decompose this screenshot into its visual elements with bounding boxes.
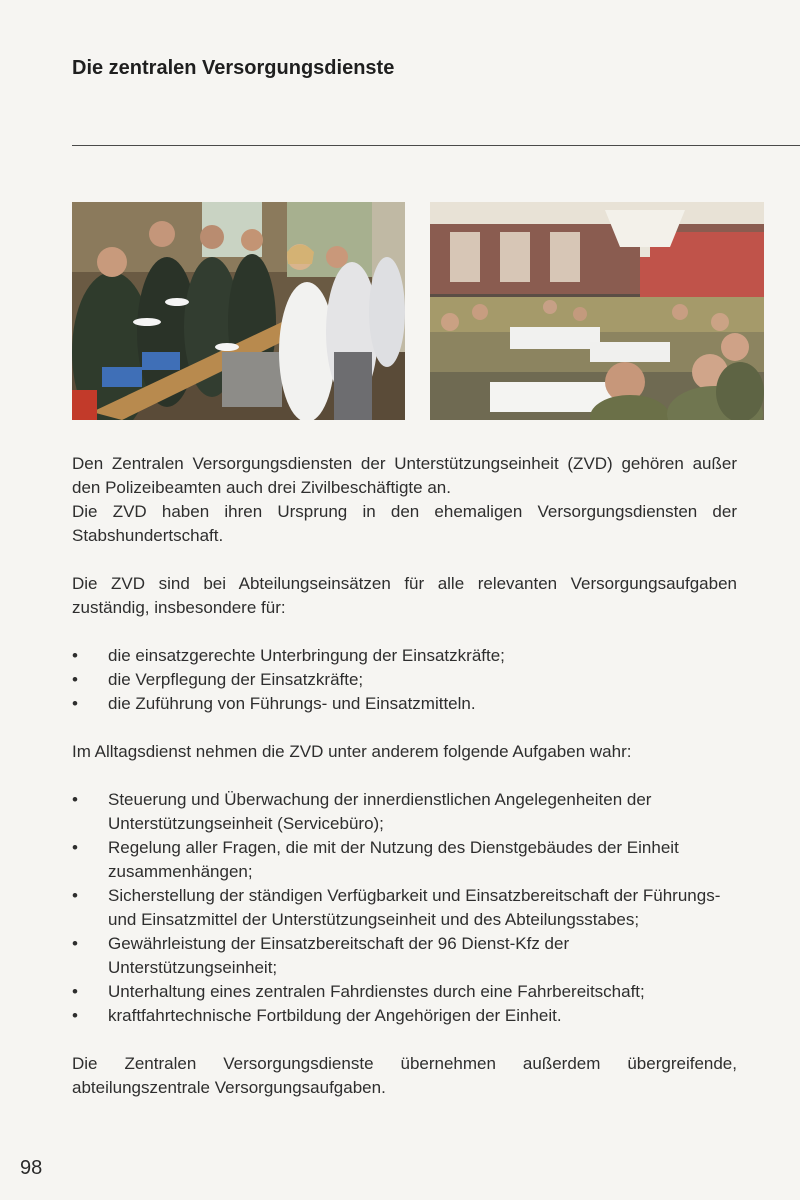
photo-dining-hall — [430, 202, 764, 420]
closing-paragraph: Die Zentralen Versorgungsdienste übernehmen außerdem übergreifende, abteilungszentrale Versorgungsaufgaben. — [72, 1054, 737, 1097]
bullet-icon: • — [72, 646, 78, 665]
page-title: Die zentralen Versorgungsdienste — [72, 57, 395, 79]
list-item: • Regelung aller Fragen, die mit der Nutzung des Dienstgebäudes der Einheit zusammenhängen; — [72, 838, 679, 881]
list-item: • Unterhaltung eines zentralen Fahrdienstes durch eine Fahrbereitschaft; — [72, 980, 737, 1004]
intro-paragraph-2: Die ZVD haben ihren Ursprung in den ehemaligen Versorgungsdiensten der Stabshundertschaft. — [72, 502, 737, 545]
bullet-icon: • — [72, 838, 78, 857]
list-item: • Steuerung und Überwachung der innerdienstlichen Angelegenheiten der Unterstützungseinheit (Servicebüro); — [72, 790, 652, 833]
photo-food-serving-line — [72, 202, 405, 420]
daily-task-list — [72, 788, 737, 1028]
bullet-icon: • — [72, 1006, 78, 1025]
title-divider — [72, 145, 800, 146]
list-item: • kraftfahrtechnische Fortbildung der Angehörigen der Einheit. — [72, 1004, 737, 1028]
list-item: • die Zuführung von Führungs- und Einsatzmitteln. — [72, 692, 737, 716]
list-item: • die Verpflegung der Einsatzkräfte; — [72, 668, 737, 692]
deployment-intro: Die ZVD sind bei Abteilungseinsätzen für alle relevanten Versorgungsaufgaben zuständig, insbesondere für: — [72, 574, 737, 617]
body-text — [72, 452, 737, 1100]
intro-paragraph-1: Den Zentralen Versorgungsdiensten der Unterstützungseinheit (ZVD) gehören außer den Polizeibeamten auch drei Zivilbeschäftigte an. — [72, 454, 737, 497]
bullet-icon: • — [72, 982, 78, 1001]
bullet-icon: • — [72, 694, 78, 713]
daily-service-intro: Im Alltagsdienst nehmen die ZVD unter anderem folgende Aufgaben wahr: — [72, 742, 632, 761]
list-item: • Gewährleistung der Einsatzbereitschaft der 96 Dienst-Kfz der Unterstützungseinheit; — [72, 934, 570, 977]
bullet-icon: • — [72, 670, 78, 689]
page-number: 98 — [20, 1157, 43, 1179]
list-item: • Sicherstellung der ständigen Verfügbarkeit und Einsatzbereitschaft der Führungs- und Einsatzmittel der Unterstützungseinheit und des Abteilungsstabes; — [72, 886, 721, 929]
bullet-icon: • — [72, 886, 78, 905]
bullet-icon: • — [72, 790, 78, 809]
list-item: • die einsatzgerechte Unterbringung der Einsatzkräfte; — [72, 644, 737, 668]
bullet-icon: • — [72, 934, 78, 953]
deployment-task-list — [72, 644, 737, 716]
